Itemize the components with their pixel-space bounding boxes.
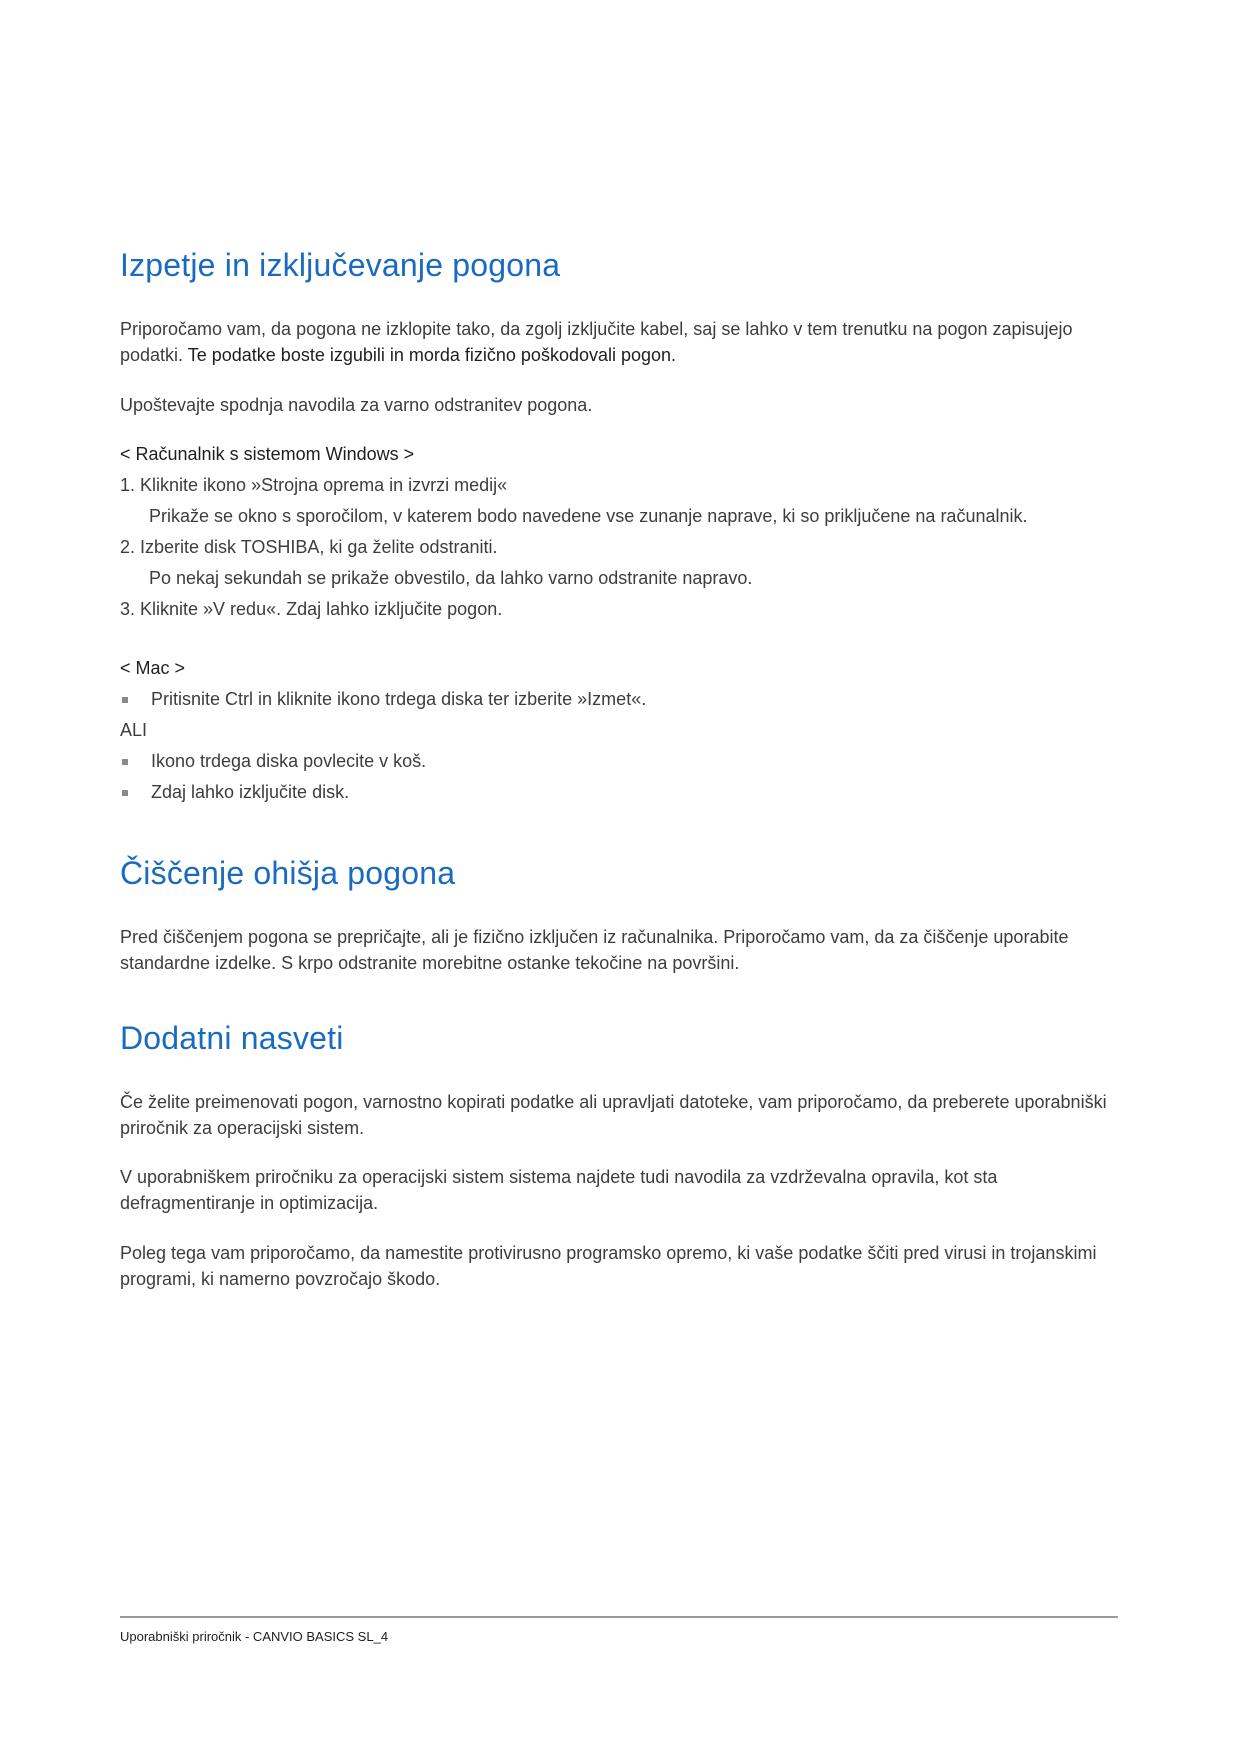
eject-intro-text: Priporočamo vam, da pogona ne izklopite tako, da zgolj izključite kabel, saj se lahko v tem trenutku na pogon zapisujejo podatki.: [120, 319, 1073, 365]
eject-intro-paragraph: [120, 316, 1110, 368]
windows-step-1-detail: Prikaže se okno s sporočilom, v katerem bodo navedene vse zunanje naprave, ki so priključene na računalnik.: [149, 506, 1028, 526]
tips-paragraph-2: V uporabniškem priročniku za operacijski sistem sistema najdete tudi navodila za vzdrževalna opravila, kot sta defragmentiranje in optimizacija.: [120, 1167, 998, 1213]
windows-subheading: < Računalnik s sistemom Windows >: [120, 444, 415, 464]
windows-step-2: 2. Izberite disk TOSHIBA, ki ga želite odstraniti.: [120, 537, 498, 557]
mac-item-3: Zdaj lahko izključite disk.: [151, 782, 350, 802]
cleaning-paragraph: Pred čiščenjem pogona se prepričajte, ali je fizično izključen iz računalnika. Priporočamo vam, da za čiščenje uporabite standardne izdelke. S krpo odstranite morebitne ostanke tekočine na površini.: [120, 927, 1069, 973]
section-title-eject: Izpetje in izključevanje pogona: [120, 247, 561, 283]
mac-subheading: < Mac >: [120, 658, 186, 678]
section-title-tips: Dodatni nasveti: [120, 1020, 344, 1056]
bullet-icon: [122, 790, 128, 796]
document-page: [120, 0, 1120, 1754]
eject-instructions-intro: Upoštevajte spodnja navodila za varno odstranitev pogona.: [120, 395, 593, 415]
page-footer: Uporabniški priročnik - CANVIO BASICS SL_4: [120, 1629, 389, 1644]
mac-item-1: Pritisnite Ctrl in kliknite ikono trdega diska ter izberite »Izmet«.: [151, 689, 647, 709]
footer-divider: [120, 1616, 1118, 1618]
windows-step-1: 1. Kliknite ikono »Strojna oprema in izvrzi medij«: [120, 475, 508, 495]
mac-or-separator: ALI: [120, 720, 148, 740]
tips-paragraph-1: Če želite preimenovati pogon, varnostno kopirati podatke ali upravljati datoteke, vam priporočamo, da preberete uporabniški priročnik za operacijski sistem.: [120, 1092, 1107, 1138]
eject-intro-warning: Te podatke boste izgubili in morda fizično poškodovali pogon.: [187, 345, 677, 365]
mac-item-2: Ikono trdega diska povlecite v koš.: [151, 751, 427, 771]
bullet-icon: [122, 697, 128, 703]
tips-paragraph-3: Poleg tega vam priporočamo, da namestite protivirusno programsko opremo, ki vaše podatke ščiti pred virusi in trojanskimi programi, ki namerno povzročajo škodo.: [120, 1243, 1097, 1289]
bullet-icon: [122, 759, 128, 765]
windows-step-3: 3. Kliknite »V redu«. Zdaj lahko izključite pogon.: [120, 599, 503, 619]
windows-step-2-detail: Po nekaj sekundah se prikaže obvestilo, da lahko varno odstranite napravo.: [149, 568, 753, 588]
section-title-cleaning: Čiščenje ohišja pogona: [120, 855, 456, 891]
